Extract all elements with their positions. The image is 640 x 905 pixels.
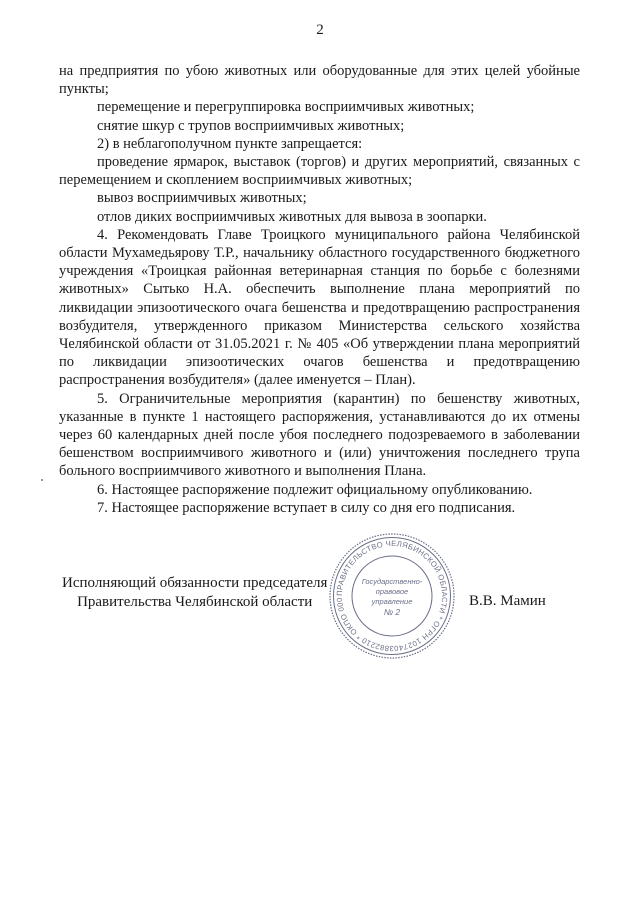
signatory-position-line-2: Правительства Челябинской области bbox=[77, 594, 313, 610]
seal-center-line-2: правовое bbox=[375, 587, 409, 596]
document-body bbox=[59, 62, 580, 517]
paragraph: 7. Настоящее распоряжение вступает в силу со дня его подписания. bbox=[97, 499, 516, 516]
paragraph: перемещение и перегруппировка восприимчивых животных; bbox=[97, 99, 475, 116]
paragraph: 5. Ограничительные мероприятия (карантин) по бешенству животных, указанные в пункте 1 настоящего распоряжения, устанавливаются до их отмены через 60 календарных дней после убоя последнего подозреваемого в заболевании бешенством восприимчивого животного и (или) уничтожения последнего трупа больного восприимчивого животного и выполнения Плана. bbox=[59, 390, 580, 480]
paragraph: 2) в неблагополучном пункте запрещается: bbox=[97, 135, 363, 152]
official-seal bbox=[328, 532, 456, 660]
seal-center-line-1: Государственно- bbox=[361, 577, 423, 586]
signatory-position-line-1: Исполняющий обязанности председателя bbox=[62, 575, 328, 591]
page-number: 2 bbox=[316, 22, 324, 38]
seal-center-line-4: № 2 bbox=[383, 607, 401, 617]
scan-speck bbox=[41, 479, 43, 481]
paragraph: отлов диких восприимчивых животных для вывоза в зоопарки. bbox=[97, 208, 487, 225]
signatory-position bbox=[62, 574, 327, 612]
paragraph: снятие шкур с трупов восприимчивых животных; bbox=[97, 117, 405, 134]
seal-graphic bbox=[330, 534, 454, 658]
seal-center-line-3: управление bbox=[371, 597, 413, 606]
paragraph: вывоз восприимчивых животных; bbox=[97, 190, 307, 207]
paragraph: 6. Настоящее распоряжение подлежит официальному опубликованию. bbox=[97, 481, 533, 498]
paragraph: проведение ярмарок, выставок (торгов) и других мероприятий, связанных с перемещением и скоплением восприимчивых животных; bbox=[59, 154, 580, 189]
paragraph: на предприятия по убою животных или оборудованные для этих целей убойные пункты; bbox=[59, 63, 580, 98]
paragraph: 4. Рекомендовать Главе Троицкого муниципального района Челябинской области Мухамедьярову Т.Р., начальнику областного государственного бюджетного учреждения «Троицкая районная ветеринарная станция по борьбе с болезнями животных» Сытько Н.А. обеспечить выполнение плана мероприятий по ликвидации эпизоотического очага бешенства и предотвращению распространения возбудителя, утвержденного приказом Министерства сельского хозяйства Челябинской области от 31.05.2021 г. № 405 «Об утверждении плана мероприятий по ликвидации эпизоотических очагов бешенства и предотвращению распространения возбудителя» (далее именуется – План). bbox=[59, 226, 580, 389]
seal-outer-text: ПРАВИТЕЛЬСТВО ЧЕЛЯБИНСКОЙ ОБЛАСТИ * ОГРН 1027403882210 * ОКПО 000 bbox=[334, 538, 450, 654]
signatory-name: В.В. Мамин bbox=[469, 593, 546, 609]
